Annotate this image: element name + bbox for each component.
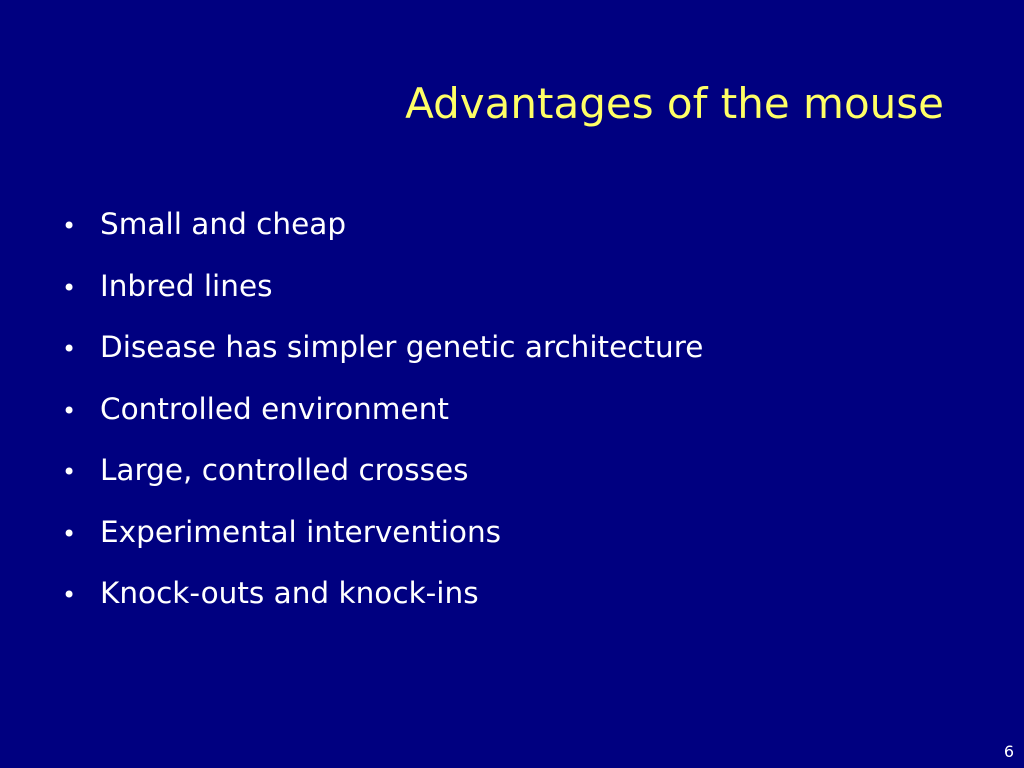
- list-item-text: Large, controlled crosses: [100, 453, 469, 487]
- list-item-text: Experimental interventions: [100, 514, 502, 549]
- slide-title: Advantages of the mouse: [405, 79, 944, 128]
- list-item-text: Knock-outs and knock-ins: [100, 576, 479, 610]
- list-item-text: Controlled environment: [100, 391, 449, 426]
- bullet-icon: •: [62, 273, 77, 302]
- list-item-text: Inbred lines: [100, 268, 273, 303]
- list-item-text: Disease has simpler genetic architecture: [100, 330, 704, 364]
- list-item: [62, 200, 703, 262]
- bullet-icon: •: [62, 335, 77, 363]
- list-item: [62, 262, 703, 324]
- list-item: [62, 508, 703, 570]
- bullet-icon: •: [62, 458, 77, 486]
- bullet-icon: •: [62, 581, 77, 609]
- list-item: [62, 323, 703, 385]
- bullet-icon: •: [62, 396, 77, 425]
- slide-number: 6: [1003, 742, 1014, 761]
- list-item-text: Small and cheap: [100, 207, 347, 241]
- list-item: [62, 569, 703, 631]
- list-item: [62, 385, 703, 447]
- bullet-list: [62, 200, 703, 631]
- bullet-icon: •: [62, 519, 77, 548]
- list-item: [62, 446, 703, 508]
- bullet-icon: •: [62, 212, 77, 240]
